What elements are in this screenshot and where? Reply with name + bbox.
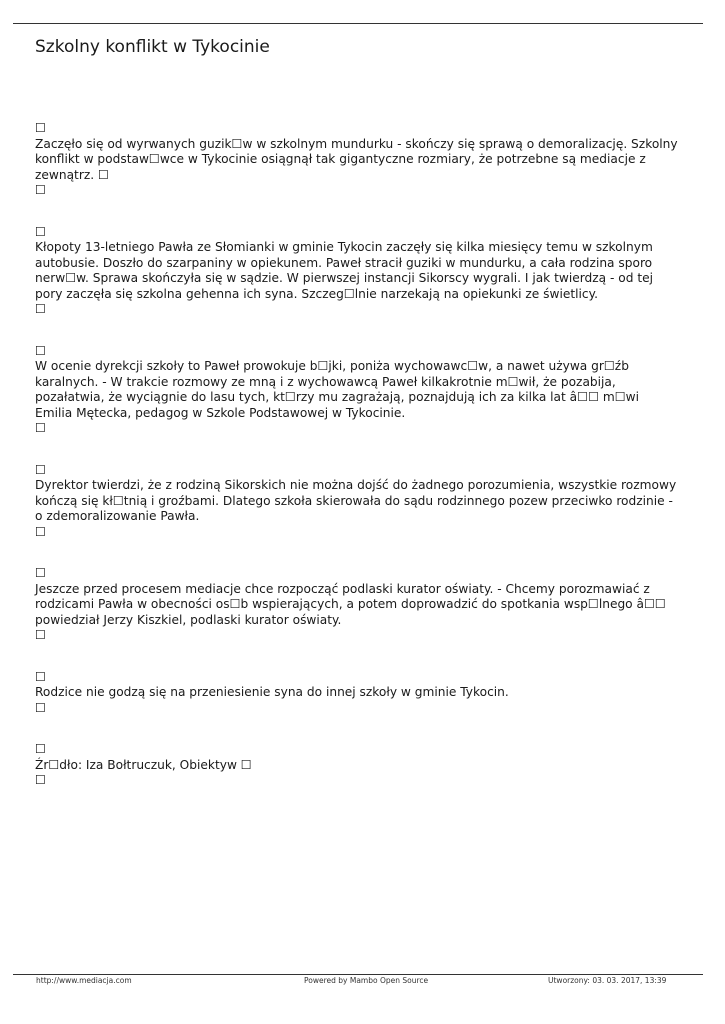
source-note [35, 742, 700, 789]
paragraph-text: Jeszcze przed procesem mediacje chce rozpocząć podlaski kurator oświaty. - Chcemy porozmawiać z rodzicami Pawła w obecności os☐b wspierających, a potem doprowadzić do spotkania wsp☐lnego â☐☐ powiedział Jerzy Kiszkiel, podlaski kurator oświaty. [35, 581, 666, 627]
box-glyph: ☐ [35, 462, 46, 477]
paragraph-text: Kłopoty 13-letniego Pawła ze Słomianki w gminie Tykocin zaczęły się kilka miesięcy temu w szkolnym autobusie. Doszło do szarpaniny w opiekunem. Paweł stracił guziki w mundurku, a cała rodzina sporo nerw☐w. Sprawa skończyła się w sądzie. W pierwszej instancji Sikorscy wygrali. I jak twierdzą - od tej pory zaczęła się szkolna gehenna ich syna. Szczeg☐lnie narzekają na opiekunki ze świetlicy. [35, 240, 654, 301]
page-title: Szkolny konflikt w Tykocinie [35, 37, 270, 57]
footer-url: http://www.mediacja.com [36, 976, 132, 985]
top-rule [13, 23, 703, 24]
box-glyph: ☐ [35, 628, 46, 642]
box-glyph: ☐ [35, 669, 46, 684]
footer-created-date: Utworzony: 03. 03. 2017, 13:39 [548, 976, 667, 985]
paragraph-text: Zaczęło się od wyrwanych guzik☐w w szkolnym mundurku - skończy się sprawą o demoralizację. Szkolny konflikt w podstaw☐wce w Tykocinie osiągnął tak gigantyczne rozmiary, że potrzebne są mediacje z zewnątrz. ☐ [35, 136, 678, 182]
box-glyph: ☐ [35, 343, 46, 358]
paragraph [35, 225, 700, 318]
box-glyph: ☐ [35, 742, 46, 756]
paragraph [35, 670, 700, 717]
box-glyph: ☐ [35, 700, 46, 715]
source-text: Źr☐dło: Iza Bołtruczuk, Obiektyw ☐ [35, 757, 252, 772]
box-glyph: ☐ [35, 224, 46, 239]
paragraph-text: Dyrektor twierdzi, że z rodziną Sikorskich nie można dojść do żadnego porozumienia, wszystkie rozmowy kończą się kł☐tnią i groźbami. Dlatego szkoła skierowała do sądu rodzinnego pozew przeciwko rodzinie - o zdemoralizowanie Pawła. [35, 478, 677, 523]
paragraph [35, 566, 700, 644]
footer-powered-by: Powered by Mambo Open Source [304, 976, 429, 985]
box-glyph: ☐ [35, 566, 46, 580]
article-body [35, 121, 700, 789]
box-glyph: ☐ [35, 302, 46, 316]
box-glyph: ☐ [35, 773, 46, 787]
box-glyph: ☐ [35, 121, 46, 135]
paragraph-text: Rodzice nie godzą się na przeniesienie syna do innej szkoły w gminie Tykocin. [35, 685, 509, 699]
box-glyph: ☐ [35, 183, 46, 197]
box-glyph: ☐ [35, 421, 46, 435]
paragraph [35, 344, 700, 437]
footer-rule [13, 974, 703, 975]
paragraph [35, 121, 700, 199]
paragraph-text: W ocenie dyrekcji szkoły to Paweł prowokuje b☐jki, poniża wychowawc☐w, a nawet używa gr☐źb karalnych. - W trakcie rozmowy ze mną i z wychowawcą Paweł kilkakrotnie m☐wił, że pozabija, pozałatwia, że wyciągnie do lasu tych, kt☐rzy mu zagrażają, poznajdują ich za kilka lat â☐☐ m☐wi Emilia Mętecka, pedagog w Szkole Podstawowej w Tykocinie. [35, 359, 640, 420]
paragraph [35, 463, 700, 541]
box-glyph: ☐ [35, 524, 46, 539]
